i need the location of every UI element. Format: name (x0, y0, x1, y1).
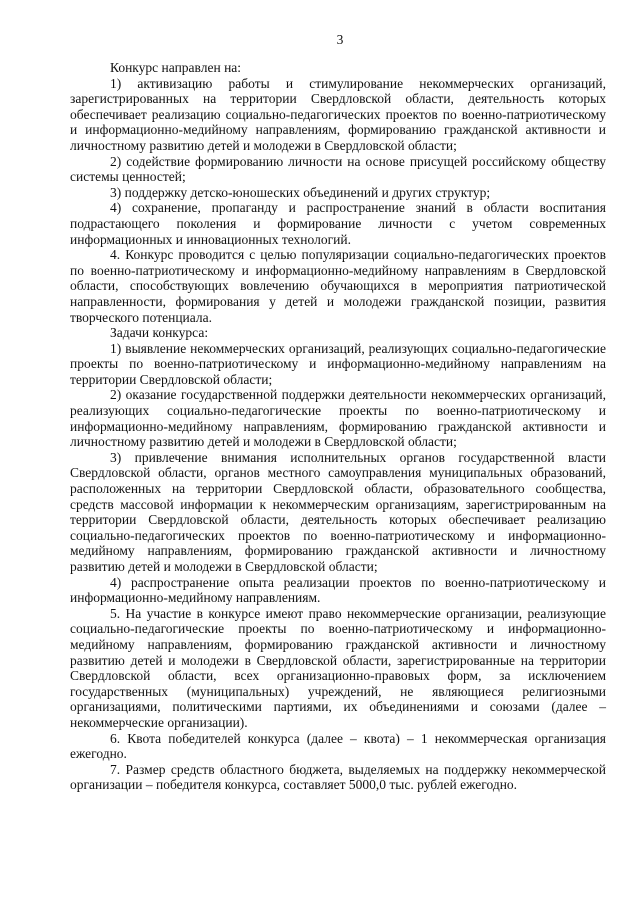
paragraph-section-7: 7. Размер средств областного бюджета, выделяемых на поддержку некоммерческой организации – победителя конкурса, составляет 5000,0 тыс. рублей ежегодно. (70, 761, 606, 793)
document-body (70, 60, 606, 793)
paragraph-section-5: 5. На участие в конкурсе имеют право некоммерческие организации, реализующие социально-педагогические проекты по военно-патриотическому и информационно-медийному направлениям, формированию гражданской активности и личностному развитию детей и молодежи в Свердловской области, зарегистрированные на территории Свердловской области, всех организационно-правовых форм, за исключением государственных (муниципальных) учреждений, не являющиеся религиозными организациями, политическими партиями, их объединениями и союзами (далее – некоммерческие организации). (70, 605, 606, 730)
paragraph-item-2: 2) содействие формированию личности на основе присущей российскому обществу системы ценностей; (70, 153, 606, 185)
paragraph-task-3: 3) привлечение внимания исполнительных органов государственной власти Свердловской области, органов местного самоуправления муниципальных образований, расположенных на территории Свердловской области, образовательного сообщества, средств массовой информации к некоммерческим организациям, зарегистрированным на территории Свердловской области, деятельность которых обеспечивает реализацию социально-педагогических проектов по военно-патриотическому и информационно-медийному направлениям, формированию гражданской активности и личностному развитию детей и молодежи в Свердловской области; (70, 449, 606, 574)
paragraph-task-2: 2) оказание государственной поддержки деятельности некоммерческих организаций, реализующих социально-педагогические проекты по военно-патриотическому и информационно-медийному направлениям, формированию гражданской активности и личностному развитию детей и молодежи в Свердловской области; (70, 387, 606, 450)
paragraph-item-4: 4) сохранение, пропаганду и распространение знаний в области воспитания подрастающего поколения и формирование личности с учетом современных информационных и инновационных технологий. (70, 200, 606, 247)
paragraph-intro: Конкурс направлен на: (110, 60, 242, 75)
paragraph-task-4: 4) распространение опыта реализации проектов по военно-патриотическому и информационно-медийному направлениям. (70, 574, 606, 606)
page-number: 3 (336, 32, 344, 47)
paragraph-section-6: 6. Квота победителей конкурса (далее – квота) – 1 некоммерческая организация ежегодно. (70, 730, 606, 762)
paragraph-tasks-heading: Задачи конкурса: (110, 325, 209, 341)
paragraph-task-1: 1) выявление некоммерческих организаций, реализующих социально-педагогические проекты по военно-патриотическому и информационно-медийному направлениям на территории Свердловской области; (70, 340, 606, 387)
paragraph-item-1: 1) активизацию работы и стимулирование некоммерческих организаций, зарегистрированных на территории Свердловской области, деятельность которых обеспечивает реализацию социально-педагогических проектов по военно-патриотическому и информационно-медийному направлениям, формированию гражданской активности и личностному развитию детей и молодежи в Свердловской области; (70, 75, 606, 153)
paragraph-item-3: 3) поддержку детско-юношеских объединений и других структур; (110, 184, 491, 200)
paragraph-section-4: 4. Конкурс проводится с целью популяризации социально-педагогических проектов по военно-патриотическому и информационно-медийному направлениям в Свердловской области, способствующих вовлечению обучающихся в мероприятия патриотической направленности, формирования у детей и молодежи гражданской позиции, развития творческого потенциала. (70, 247, 606, 325)
